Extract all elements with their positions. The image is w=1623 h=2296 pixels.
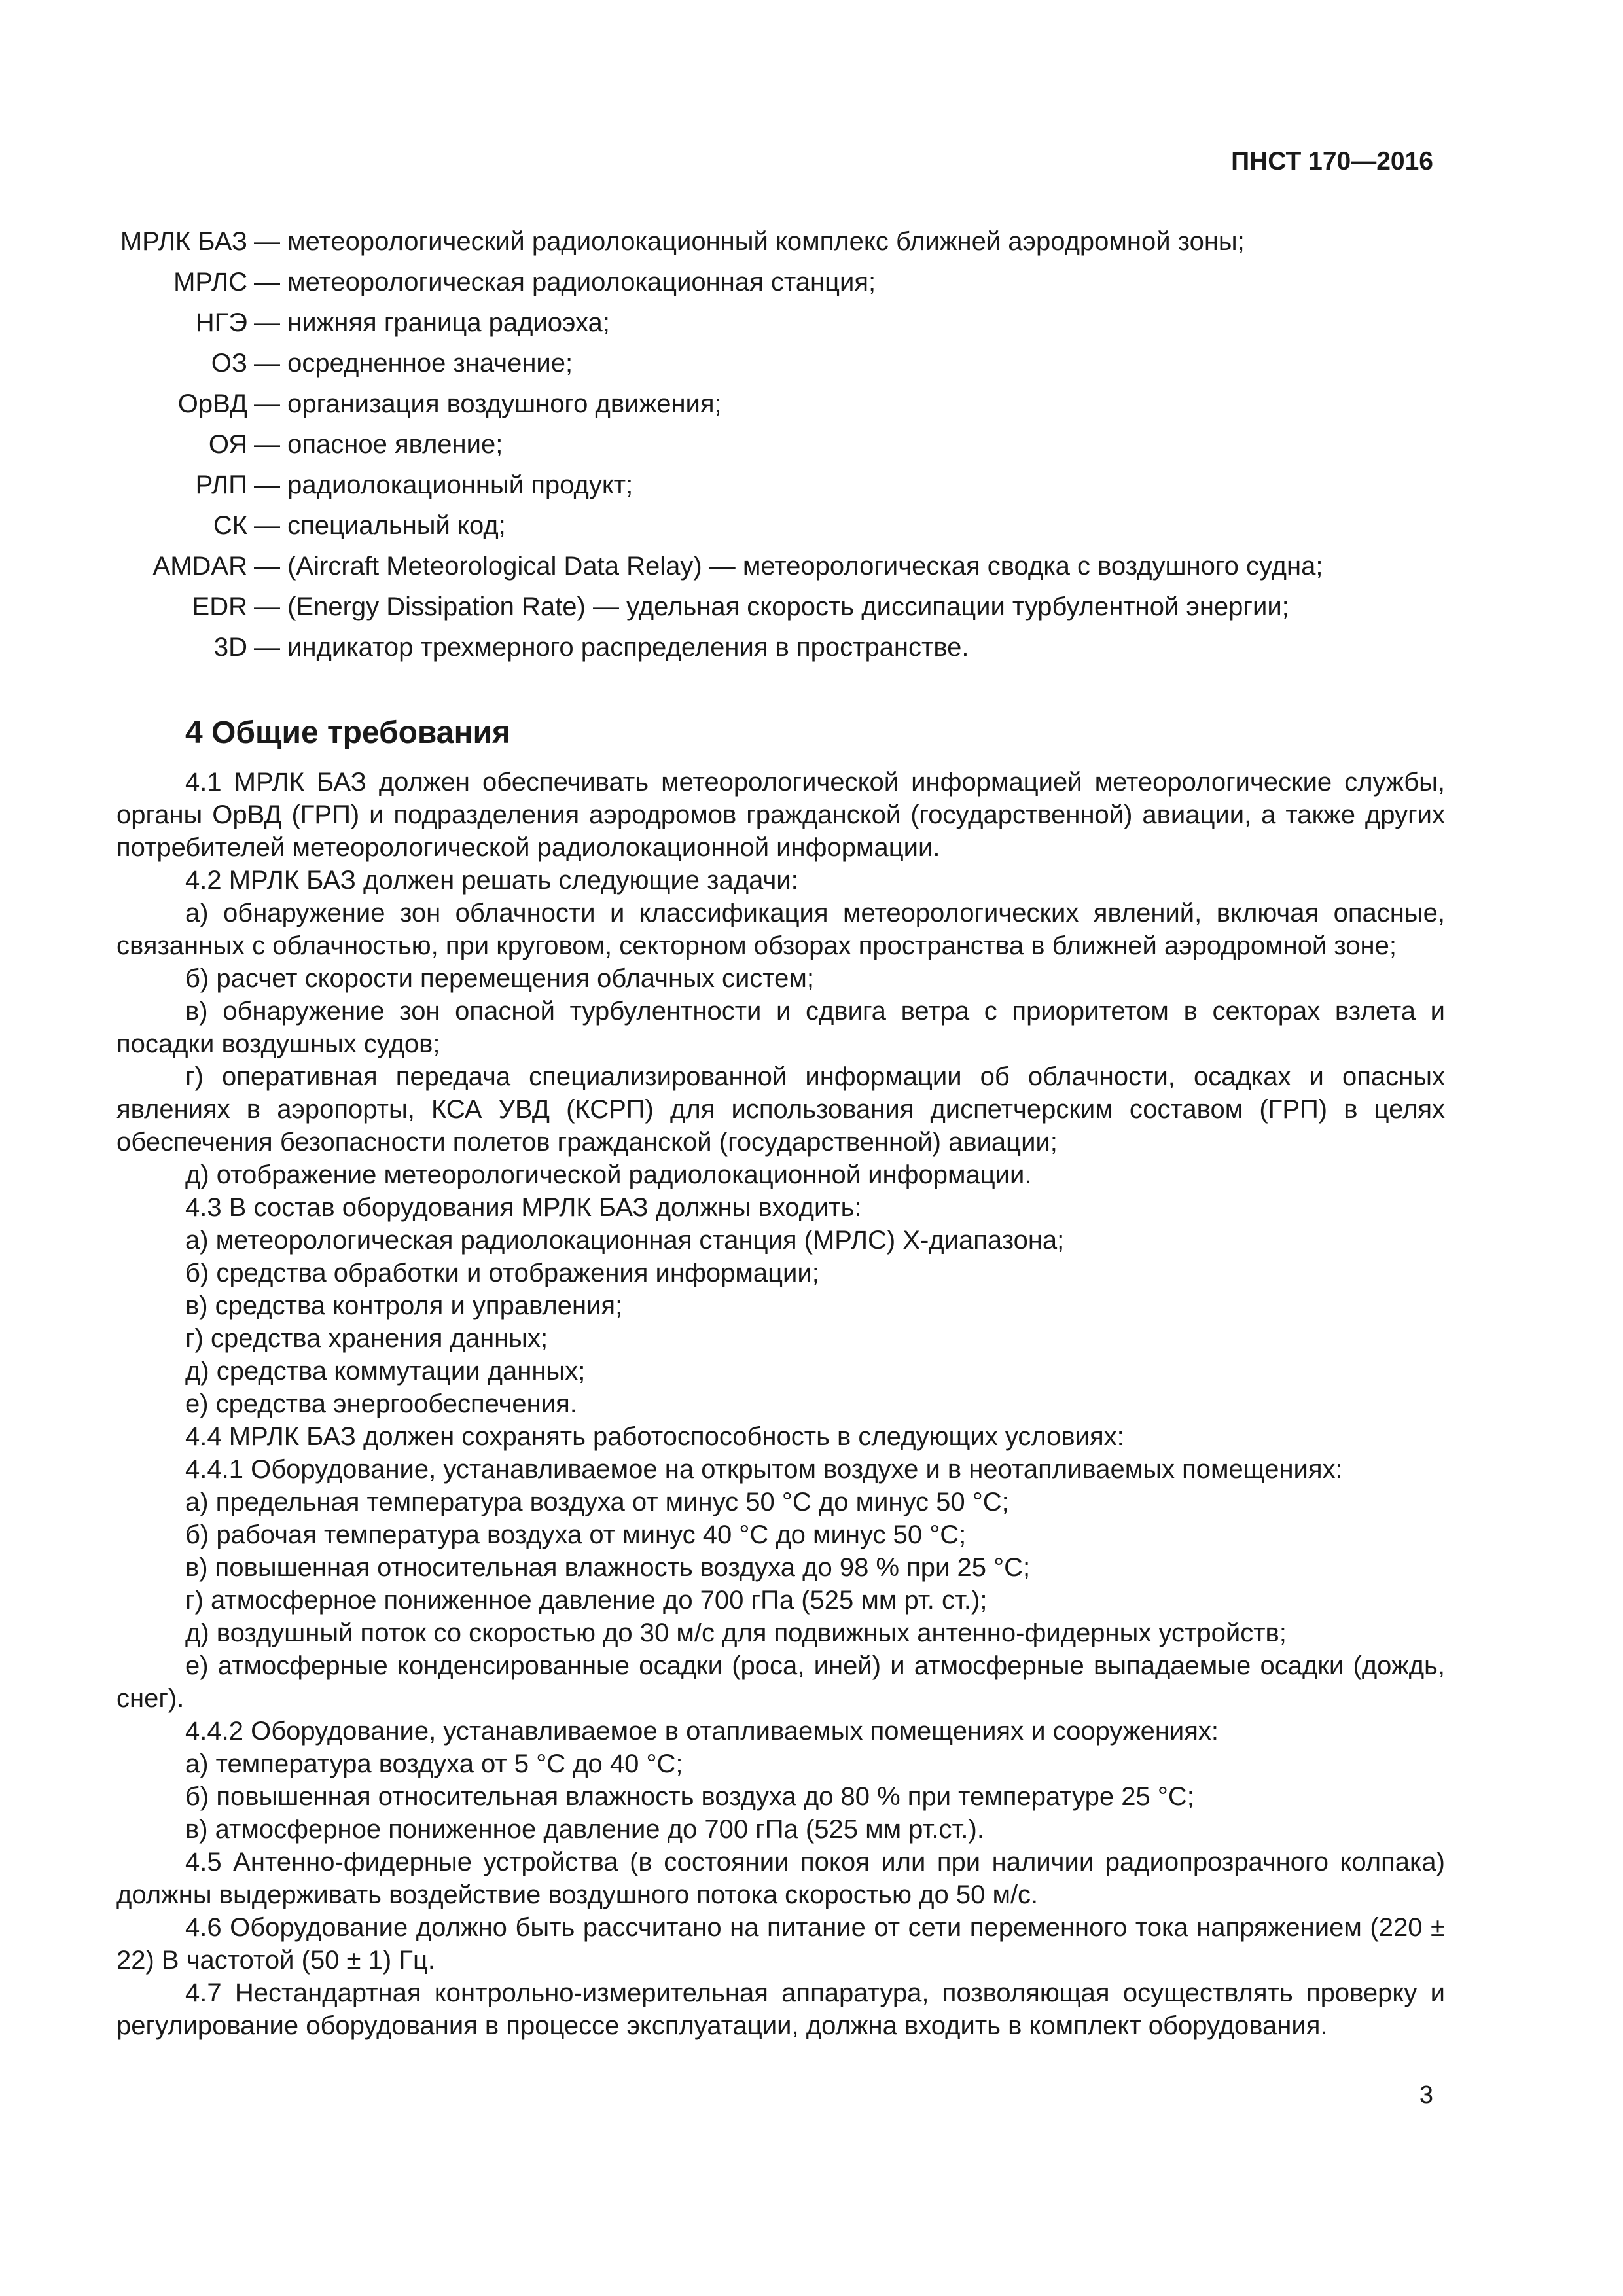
paragraph: г) оперативная передача специализированной информации об облачности, осадках и опасных явлениях в аэропорты, КСА УВД (КСРП) для использования диспетчерским составом (ГРП) в целях обеспечения безопасности полетов гражданской (государственной) авиации; xyxy=(116,1062,1445,1157)
paragraph: б) рабочая температура воздуха от минус 40 °С до минус 50 °С; xyxy=(185,1520,967,1549)
paragraph: б) повышенная относительная влажность воздуха до 80 % при температуре 25 °С; xyxy=(185,1782,1194,1811)
paragraph: 4.5 Антенно-фидерные устройства (в состоянии покоя или при наличии радиопрозрачного колпака) должны выдерживать воздействие воздушного потока скоростью до 50 м/с. xyxy=(116,1848,1445,1909)
paragraph: 4.2 МРЛК БАЗ должен решать следующие задачи: xyxy=(185,866,798,895)
paragraph: в) атмосферное пониженное давление до 700 гПа (525 мм рт.ст.). xyxy=(185,1815,984,1844)
abbreviation-definition: — (Aircraft Meteorological Data Relay) — метеорологическая сводка с воздушного судна; xyxy=(254,552,1323,581)
paragraph: 4.1 МРЛК БАЗ должен обеспечивать метеорологической информацией метеорологические службы, органы ОрВД (ГРП) и подразделения аэродромов гражданской (государственной) авиации, а также других потребителей метеорологической радиолокационной информации. xyxy=(116,768,1445,862)
abbreviation-list xyxy=(116,221,1445,668)
paragraph: в) повышенная относительная влажность воздуха до 98 % при 25 °С; xyxy=(185,1553,1031,1582)
abbreviation-row xyxy=(116,384,1445,424)
abbreviation-definition: — опасное явление; xyxy=(254,430,503,459)
abbreviation-row xyxy=(116,627,1445,668)
paragraph: д) средства коммутации данных; xyxy=(185,1357,586,1386)
abbreviation-definition: — метеорологический радиолокационный комплекс ближней аэродромной зоны; xyxy=(254,227,1245,256)
paragraph: а) температура воздуха от 5 °С до 40 °С; xyxy=(185,1749,683,1778)
abbreviation-definition: — метеорологическая радиолокационная станция; xyxy=(254,268,876,296)
paragraph: 4.3 В состав оборудования МРЛК БАЗ должны входить: xyxy=(185,1193,862,1222)
paragraph: г) средства хранения данных; xyxy=(185,1324,548,1353)
abbreviation-definition: — нижняя граница радиоэха; xyxy=(254,308,610,337)
page-number: 3 xyxy=(1419,2081,1433,2109)
abbreviation-row xyxy=(116,586,1445,627)
abbreviation-term: МРЛК БАЗ xyxy=(120,227,247,256)
paragraph: г) атмосферное пониженное давление до 700 гПа (525 мм рт. ст.); xyxy=(185,1586,988,1615)
abbreviation-row xyxy=(116,302,1445,343)
paragraph: е) атмосферные конденсированные осадки (роса, иней) и атмосферные выпадаемые осадки (дождь, снег). xyxy=(116,1651,1445,1713)
section-general-requirements xyxy=(116,708,1445,2042)
abbreviation-term: СК xyxy=(213,511,247,540)
paragraph: б) расчет скорости перемещения облачных систем; xyxy=(185,964,815,993)
paragraph: 4.6 Оборудование должно быть рассчитано на питание от сети переменного тока напряжением (220 ± 22) В частотой (50 ± 1) Гц. xyxy=(116,1913,1445,1975)
abbreviation-term: НГЭ xyxy=(195,308,247,337)
paragraph: 4.4 МРЛК БАЗ должен сохранять работоспособность в следующих условиях: xyxy=(185,1422,1124,1451)
paragraph: а) обнаружение зон облачности и классификация метеорологических явлений, включая опасные, связанных с облачностью, при круговом, секторном обзорах пространства в ближней аэродромной зоне; xyxy=(116,899,1445,960)
paragraph: в) обнаружение зон опасной турбулентности и сдвига ветра с приоритетом в секторах взлета и посадки воздушных судов; xyxy=(116,997,1445,1058)
abbreviation-row xyxy=(116,465,1445,505)
abbreviation-definition: — организация воздушного движения; xyxy=(254,389,722,418)
paragraph: а) предельная температура воздуха от минус 50 °С до минус 50 °С; xyxy=(185,1488,1009,1516)
document-id: ПНСТ 170—2016 xyxy=(1231,147,1433,175)
paragraph: б) средства обработки и отображения информации; xyxy=(185,1259,819,1287)
abbreviation-term: ОЗ xyxy=(211,349,247,378)
section-body xyxy=(116,766,1445,2042)
paragraph: 4.4.1 Оборудование, устанавливаемое на открытом воздухе и в неотапливаемых помещениях: xyxy=(185,1455,1343,1484)
abbreviation-row xyxy=(116,546,1445,586)
paragraph: 4.4.2 Оборудование, устанавливаемое в отапливаемых помещениях и сооружениях: xyxy=(185,1717,1219,1746)
abbreviation-term: EDR xyxy=(192,592,247,621)
abbreviation-definition: — радиолокационный продукт; xyxy=(254,471,633,499)
abbreviation-term: 3D xyxy=(213,633,247,662)
abbreviation-definition: — специальный код; xyxy=(254,511,506,540)
paragraph: в) средства контроля и управления; xyxy=(185,1291,623,1320)
paragraph: д) воздушный поток со скоростью до 30 м/с для подвижных антенно-фидерных устройств; xyxy=(185,1619,1287,1647)
abbreviation-term: AMDAR xyxy=(152,552,247,581)
abbreviation-term: МРЛС xyxy=(173,268,247,296)
abbreviation-definition: — осредненное значение; xyxy=(254,349,573,378)
section-title: 4 Общие требования xyxy=(185,715,510,750)
paragraph: д) отображение метеорологической радиолокационной информации. xyxy=(185,1160,1032,1189)
abbreviation-row xyxy=(116,262,1445,302)
abbreviation-term: ОЯ xyxy=(208,430,247,459)
paragraph: е) средства энергообеспечения. xyxy=(185,1390,577,1418)
abbreviation-row xyxy=(116,505,1445,546)
abbreviation-row xyxy=(116,424,1445,465)
abbreviation-definition: — (Energy Dissipation Rate) — удельная скорость диссипации турбулентной энергии; xyxy=(254,592,1289,621)
abbreviation-row xyxy=(116,343,1445,384)
abbreviation-term: ОрВД xyxy=(177,389,247,418)
paragraph: а) метеорологическая радиолокационная станция (МРЛС) X-диапазона; xyxy=(185,1226,1065,1255)
paragraph: 4.7 Нестандартная контрольно-измерительная аппаратура, позволяющая осуществлять проверку и регулирование оборудования в процессе эксплуатации, должна входить в комплект оборудования. xyxy=(116,1979,1445,2040)
abbreviation-term: РЛП xyxy=(195,471,247,499)
abbreviation-definition: — индикатор трехмерного распределения в пространстве. xyxy=(254,633,969,662)
abbreviation-row xyxy=(116,221,1445,262)
